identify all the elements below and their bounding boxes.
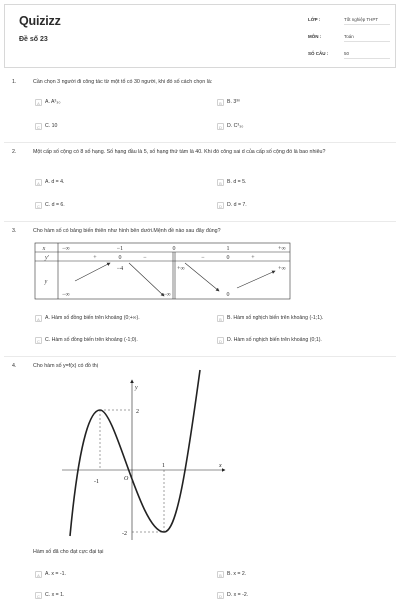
question-text: Cho hàm số y=f(x) có đồ thị xyxy=(33,363,98,369)
tick-label: 2 xyxy=(136,409,139,415)
x-value: 0 xyxy=(172,246,176,252)
y-value: −∞ xyxy=(163,292,171,298)
option-text: C. x = 1. xyxy=(45,592,65,598)
option-text: B. d = 5. xyxy=(227,179,247,185)
option-letter-box: B xyxy=(217,315,224,322)
option-text: D. Hàm số nghịch biến trên khoảng (0;1). xyxy=(227,337,322,343)
option-letter-box: D xyxy=(217,592,224,599)
option-letter-box: D xyxy=(217,123,224,130)
option-letter-box: D xyxy=(217,337,224,344)
option-text: D. d = 7. xyxy=(227,202,247,208)
derivative-sign: + xyxy=(93,255,97,261)
class-value: Tốt nghiệp THPT xyxy=(344,17,390,25)
question-number: 4. xyxy=(12,363,17,369)
option-letter-box: A xyxy=(35,571,42,578)
derivative-sign: 0 xyxy=(226,255,230,261)
question-number: 3. xyxy=(12,228,17,234)
x-label: x xyxy=(42,246,46,252)
option-c[interactable] xyxy=(35,591,64,600)
y-value: +∞ xyxy=(278,266,286,272)
quizizz-logo: Quizizz xyxy=(19,14,61,28)
option-text: D. C³₃₀ xyxy=(227,123,244,129)
y-axis-label: y xyxy=(135,385,138,391)
x-value: −1 xyxy=(116,246,124,252)
option-letter-box: C xyxy=(35,337,42,344)
y-value: −∞ xyxy=(62,292,70,298)
option-text: C. d = 6. xyxy=(45,202,65,208)
option-letter-box: A xyxy=(35,99,42,106)
x-value: −∞ xyxy=(62,246,70,252)
option-letter-box: C xyxy=(35,123,42,130)
tick-label: -1 xyxy=(94,479,99,485)
option-letter-box: B xyxy=(217,179,224,186)
option-text: B. x = 2. xyxy=(227,571,247,577)
option-letter-box: B xyxy=(217,99,224,106)
question-followup: Hàm số đã cho đạt cực đại tại xyxy=(33,549,104,555)
question-count-value: 50 xyxy=(344,51,390,59)
y-value: −4 xyxy=(116,266,124,272)
class-label: LỚP : xyxy=(308,17,321,22)
option-text: A. d = 4. xyxy=(45,179,65,185)
option-text: C. 10 xyxy=(45,123,58,129)
question-number: 1. xyxy=(12,79,17,85)
question-text: Một cấp số cộng có 8 số hạng. Số hạng đầu là 5, số hạng thứ tám là 40. Khi đó công sai d của cấp số cộng đó là bao nhiêu? xyxy=(33,149,326,155)
option-letter-box: A xyxy=(35,179,42,186)
y-label: y xyxy=(44,279,48,285)
exam-title: Đề số 23 xyxy=(19,36,48,43)
option-a[interactable] xyxy=(35,570,66,579)
option-text: C. Hàm số đồng biến trên khoảng (-1;0). xyxy=(45,337,138,343)
question-text: Cho hàm số có bảng biến thiên như hình bên dưới.Mệnh đề nào sau đây đúng? xyxy=(33,228,221,234)
option-text: A. x = -1. xyxy=(45,571,66,577)
option-letter-box: C xyxy=(35,202,42,209)
x-value: +∞ xyxy=(278,246,286,252)
subject-label: MÔN : xyxy=(308,34,322,39)
derivative-sign: 0 xyxy=(118,255,122,261)
subject-value: Toán xyxy=(344,34,390,42)
option-letter-box: D xyxy=(217,202,224,209)
derivative-sign: + xyxy=(251,255,255,261)
option-letter-box: A xyxy=(35,315,42,322)
option-text: A. A³₃₀ xyxy=(45,99,61,105)
option-text: D. x = -2. xyxy=(227,592,249,598)
derivative-label: y' xyxy=(45,255,49,261)
tick-label: 1 xyxy=(162,463,165,469)
question-number: 2. xyxy=(12,149,17,155)
function-curve xyxy=(70,370,200,536)
option-letter-box: C xyxy=(35,592,42,599)
origin-label: O xyxy=(124,476,129,482)
option-b[interactable] xyxy=(217,570,246,579)
option-text: A. Hàm số đồng biến trên khoảng (0;+∞). xyxy=(45,315,140,321)
question-text: Cần chọn 3 người đi công tác từ một tổ có 30 người, khi đó số cách chọn là: xyxy=(33,79,213,85)
derivative-sign: − xyxy=(143,255,147,261)
option-text: B. Hàm số nghịch biến trên khoảng (-1;1). xyxy=(227,315,324,321)
tick-label: -2 xyxy=(122,531,127,537)
x-value: 1 xyxy=(226,246,230,252)
option-letter-box: B xyxy=(217,571,224,578)
option-d[interactable] xyxy=(217,591,248,600)
question-count-label: SỐ CÂU : xyxy=(308,51,329,56)
y-value: 0 xyxy=(226,292,230,298)
y-value: +∞ xyxy=(177,266,185,272)
derivative-sign: − xyxy=(201,255,205,261)
x-axis-label: x xyxy=(219,463,222,469)
option-text: B. 3³⁰ xyxy=(227,99,241,105)
